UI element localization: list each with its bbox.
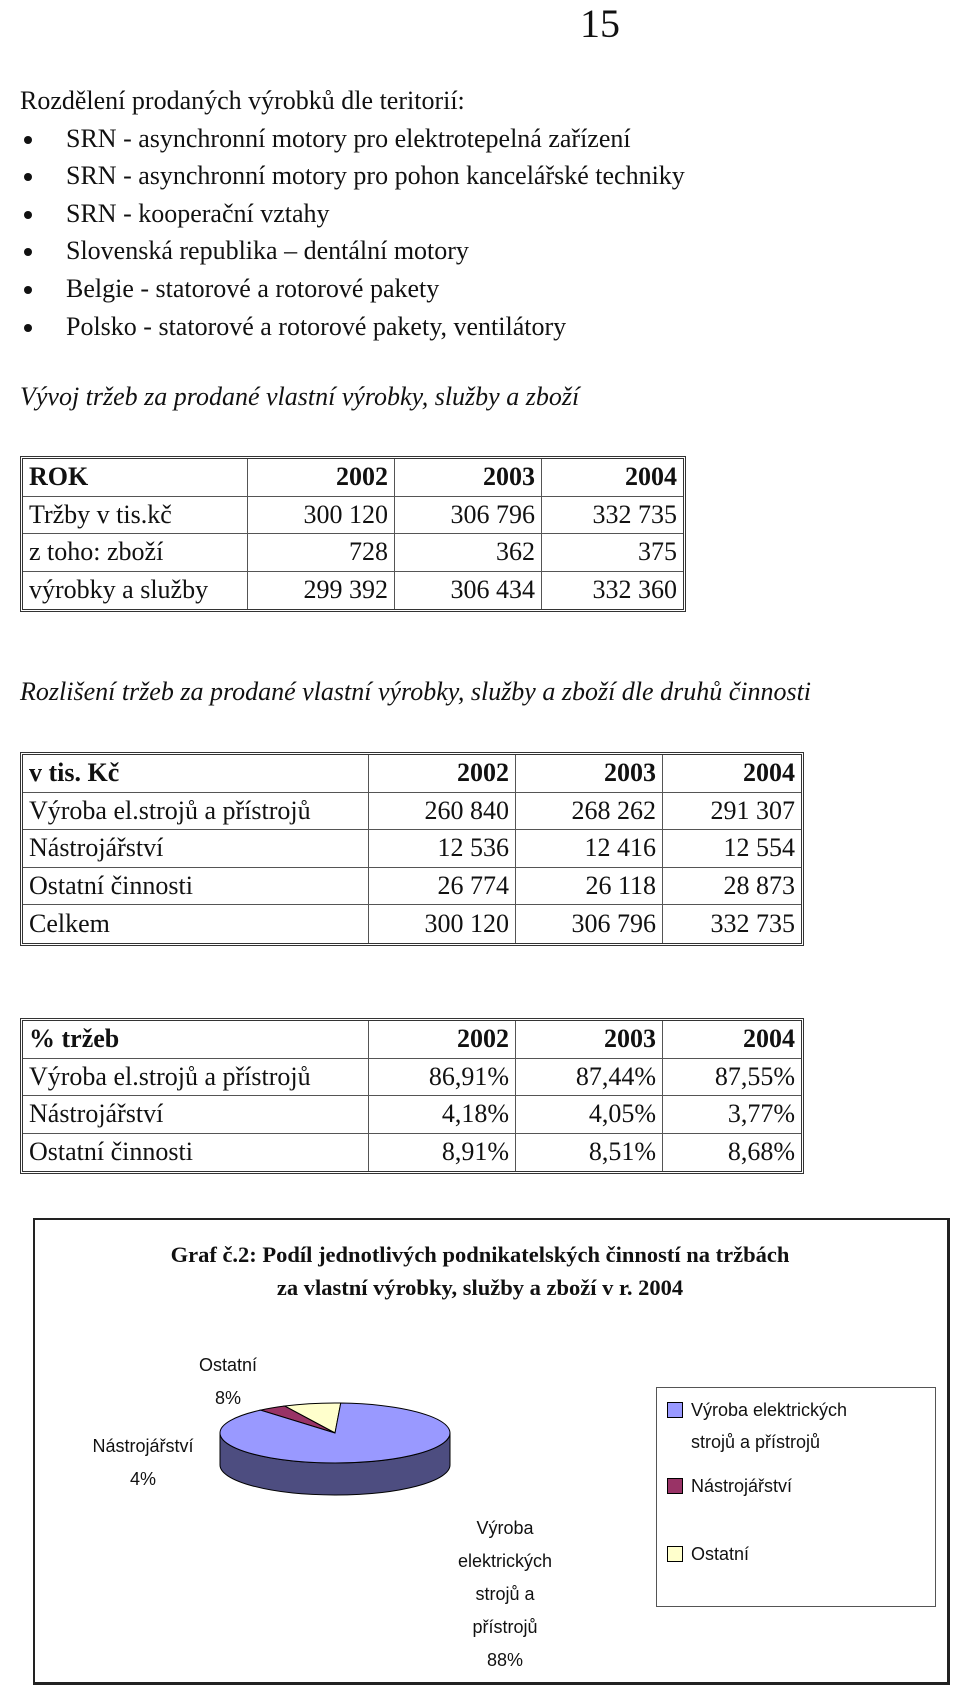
table-row: Výroba el.strojů a přístrojů 260 840 268 262 291 307 (23, 793, 801, 831)
territory-list (20, 120, 920, 346)
table-row: výrobky a služby 299 392 306 434 332 360 (23, 572, 683, 610)
legend-item: Nástrojářství (667, 1470, 792, 1502)
table-header-row: v tis. Kč 2002 2003 2004 (23, 755, 801, 793)
legend-item: Ostatní (667, 1538, 749, 1570)
list-item: Slovenská republika – dentální motory (20, 232, 920, 270)
table-row: z toho: zboží 728 362 375 (23, 534, 683, 572)
legend-swatch (667, 1402, 683, 1418)
list-item: SRN - asynchronní motory pro elektrotepelná zařízení (20, 120, 920, 158)
table-row: Nástrojářství 4,18% 4,05% 3,77% (23, 1096, 801, 1134)
territory-section (20, 82, 920, 345)
revenue-by-activity-table (20, 752, 804, 946)
revenue-by-activity-heading: Rozlišení tržeb za prodané vlastní výrobky, služby a zboží dle druhů činnosti (20, 677, 812, 706)
chart-legend (656, 1387, 936, 1607)
pie-label-nastrojarstvi: Nástrojářství 4% (92, 1436, 194, 1489)
legend-swatch (667, 1478, 683, 1494)
table-row: Tržby v tis.kč 300 120 306 796 332 735 (23, 497, 683, 535)
table-header-row: ROK 2002 2003 2004 (23, 459, 683, 497)
bullet-icon (24, 248, 32, 256)
territory-heading: Rozdělení prodaných výrobků dle teritorií: (20, 86, 465, 115)
list-item: Polsko - statorové a rotorové pakety, ventilátory (20, 308, 920, 346)
table-header-row: % tržeb 2002 2003 2004 (23, 1021, 801, 1059)
bullet-icon (24, 136, 32, 144)
table-row: Ostatní činnosti 8,91% 8,51% 8,68% (23, 1134, 801, 1172)
table-row: Výroba el.strojů a přístrojů 86,91% 87,44% 87,55% (23, 1059, 801, 1097)
list-item: SRN - asynchronní motory pro pohon kancelářské techniky (20, 157, 920, 195)
pie-label-vyroba: Výroba elektrických strojů a přístrojů 88% (457, 1518, 553, 1670)
bullet-icon (24, 286, 32, 294)
table-row: Ostatní činnosti 26 774 26 118 28 873 (23, 868, 801, 906)
revenue-table (20, 456, 686, 612)
chart-title-line: Graf č.2: Podíl jednotlivých podnikatelských činností na tržbách (170, 1242, 790, 1267)
table-row: Nástrojářství 12 536 12 416 12 554 (23, 830, 801, 868)
chart-title-line: za vlastní výrobky, služby a zboží v r. 2004 (276, 1275, 684, 1300)
legend-swatch (667, 1546, 683, 1562)
bullet-icon (24, 324, 32, 332)
revenue-trend-heading: Vývoj tržeb za prodané vlastní výrobky, služby a zboží (20, 382, 580, 411)
revenue-share-table (20, 1018, 804, 1174)
list-item: Belgie - statorové a rotorové pakety (20, 270, 920, 308)
table-row: Celkem 300 120 306 796 332 735 (23, 905, 801, 943)
pie-label-ostatni: Ostatní 8% (198, 1355, 258, 1408)
bullet-icon (24, 211, 32, 219)
legend-item: Výroba elektrických strojů a přístrojů (667, 1394, 847, 1458)
list-item: SRN - kooperační vztahy (20, 195, 920, 233)
page-number: 15 (580, 1, 620, 46)
bullet-icon (24, 173, 32, 181)
pie-slices (220, 1403, 450, 1495)
